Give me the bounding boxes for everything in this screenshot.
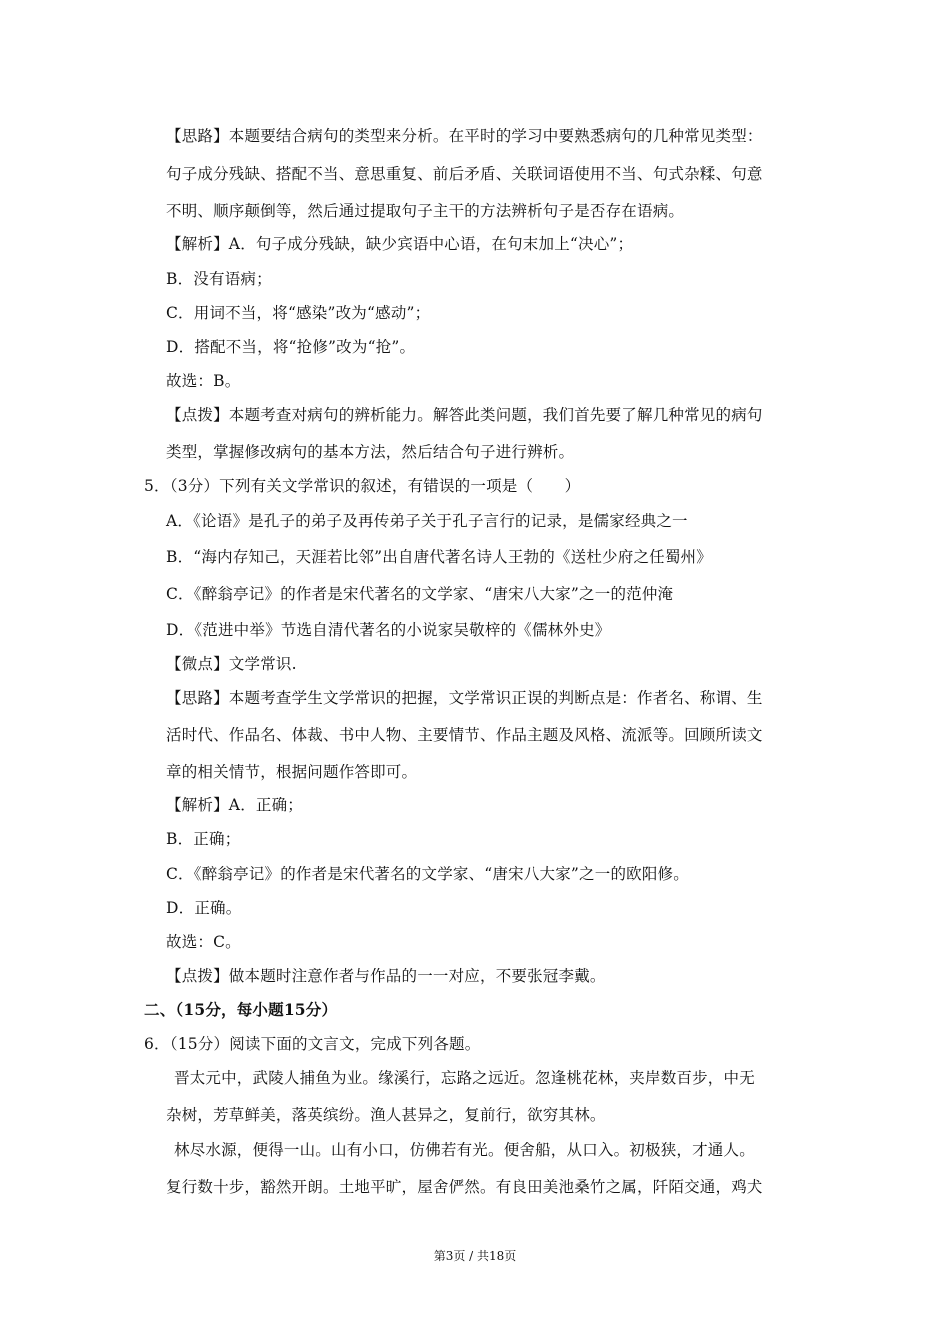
q6-passage-line-1: 晋太元中，武陵人捕鱼为业。缘溪行，忘路之远近。忽逢桃花林，夹岸数百步，中无 [174, 1069, 755, 1087]
page-number-footer: 第3页 / 共18页 [433, 1249, 517, 1263]
q6-passage-line-4: 复行数十步，豁然开朗。土地平旷，屋舍俨然。有良田美池桑竹之属，阡陌交通，鸡犬 [166, 1178, 763, 1196]
q4-silu-line-1: 【思路】本题要结合病句的类型来分析。在平时的学习中要熟悉病句的几种常见类型： [166, 127, 763, 145]
q6-passage-line-2: 杂树，芳草鲜美，落英缤纷。渔人甚异之，复前行，欲穷其林。 [166, 1106, 606, 1124]
q4-jiexi-line-1: 【解析】A．句子成分残缺，缺少宾语中心语，在句末加上“决心”； [166, 235, 634, 253]
q5-option-a: A．《论语》是孔子的弟子及再传弟子关于孔子言行的记录，是儒家经典之一 [166, 512, 688, 530]
q5-option-d: D．《范进中举》节选自清代著名的小说家吴敬梓的《儒林外史》 [166, 621, 611, 639]
q5-stem: 5．（3分）下列有关文学常识的叙述，有错误的一项是（ ） [144, 477, 581, 495]
q5-jiexi-line-2: B．正确； [166, 830, 241, 848]
q4-jiexi-line-5: 故选：B。 [166, 372, 241, 390]
q4-dianbo-line-1: 【点拨】本题考查对病句的辨析能力。解答此类问题，我们首先要了解几种常见的病句 [166, 406, 763, 424]
q4-jiexi-line-3: C．用词不当，将“感染”改为“感动”； [166, 304, 431, 322]
q5-silu-line-3: 章的相关情节，根据问题作答即可。 [166, 763, 418, 781]
section-2-heading: 二、（15分，每小题15分） [144, 1000, 338, 1019]
q5-dianbo: 【点拨】做本题时注意作者与作品的一一对应，不要张冠李戴。 [166, 967, 606, 985]
q4-silu-line-2: 句子成分残缺、搭配不当、意思重复、前后矛盾、关联词语使用不当、句式杂糅、句意 [166, 165, 763, 183]
q6-passage-line-3: 林尽水源，便得一山。山有小口，仿佛若有光。便舍船，从口入。初极狭，才通人。 [174, 1141, 755, 1159]
q5-jiexi-line-4: D．正确。 [166, 899, 242, 917]
q4-dianbo-line-2: 类型，掌握修改病句的基本方法，然后结合句子进行辨析。 [166, 443, 575, 461]
q5-option-c: C．《醉翁亭记》的作者是宋代著名的文学家、“唐宋八大家”之一的范仲淹 [166, 585, 674, 603]
q5-silu-line-1: 【思路】本题考查学生文学常识的把握，文学常识正误的判断点是：作者名、称谓、生 [166, 689, 763, 707]
q5-weidian: 【微点】文学常识. [166, 655, 297, 673]
q6-stem: 6．（15分）阅读下面的文言文，完成下列各题。 [144, 1035, 481, 1053]
q5-jiexi-line-1: 【解析】A．正确； [166, 796, 303, 814]
q4-silu-line-3: 不明、顺序颠倒等，然后通过提取句子主干的方法辨析句子是否存在语病。 [166, 202, 685, 220]
q5-option-b: B．“海内存知己，天涯若比邻”出自唐代著名诗人王勃的《送杜少府之任蜀州》 [166, 548, 712, 566]
q4-jiexi-line-2: B．没有语病； [166, 270, 272, 288]
q5-jiexi-line-3: C．《醉翁亭记》的作者是宋代著名的文学家、“唐宋八大家”之一的欧阳修。 [166, 865, 689, 883]
q4-jiexi-line-4: D．搭配不当，将“抢修”改为“抢”。 [166, 338, 416, 356]
q5-jiexi-line-5: 故选：C。 [166, 933, 241, 951]
q5-silu-line-2: 活时代、作品名、体裁、书中人物、主要情节、作品主题及风格、流派等。回顾所读文 [166, 726, 763, 744]
